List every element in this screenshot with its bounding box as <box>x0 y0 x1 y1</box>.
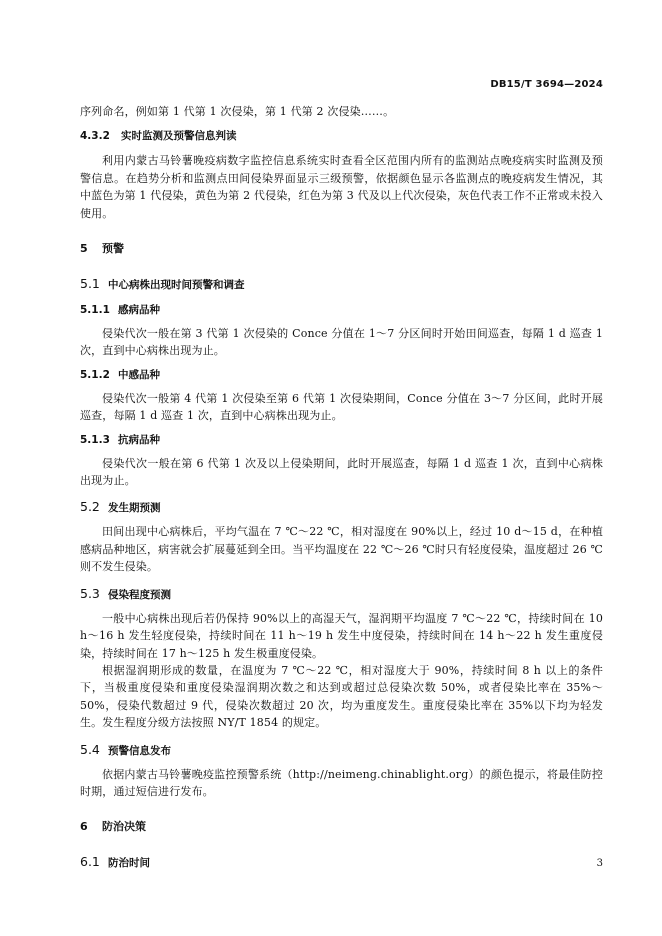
section-number: 5 <box>80 242 88 256</box>
section-6-heading <box>80 818 603 835</box>
section-title: 感病品种 <box>118 304 160 317</box>
section-6-1-heading <box>80 853 603 872</box>
section-5-2-heading <box>80 498 603 517</box>
section-number: 5.4 <box>80 741 100 757</box>
section-title: 侵染程度预测 <box>108 588 171 601</box>
section-title: 预警 <box>102 242 124 256</box>
section-number: 6 <box>80 820 88 834</box>
section-5-1-2-heading <box>80 367 603 384</box>
section-5-3-heading <box>80 585 603 604</box>
section-number: 5.1.3 <box>80 433 110 446</box>
section-5-1-2-paragraph: 侵染代次一般第 4 代第 1 次侵染至第 6 代第 1 次侵染期间，Conce 分值在 3～7 分区间，此时开展巡查，每隔 1 d 巡查 1 次，直到中心病株出现为止。 <box>80 391 603 423</box>
section-5-3-paragraph-1: 一般中心病株出现后若仍保持 90%以上的高湿天气，湿润期平均温度 7 ℃～22 ℃，持续时间在 10 h～16 h 发生轻度侵染，持续时间在 11 h～19 h 发生中度侵染，持续时间在 14 h～22 h 发生重度侵染，持续时间在 17 h～125 h 发生极重度侵染。 <box>80 611 603 660</box>
page-content <box>80 103 603 872</box>
section-4-3-2-heading <box>80 128 603 145</box>
section-title: 中心病株出现时间预警和调查 <box>108 279 245 292</box>
section-number: 5.2 <box>80 499 100 515</box>
section-number: 5.1.2 <box>80 368 110 381</box>
section-number: 5.1.1 <box>80 304 110 317</box>
section-title: 发生期预测 <box>108 502 161 515</box>
section-5-4-heading <box>80 741 603 760</box>
section-number: 5.3 <box>80 585 100 601</box>
section-title: 抗病品种 <box>118 433 160 446</box>
section-number: 4.3.2 <box>80 130 110 143</box>
section-number: 5.1 <box>80 276 100 292</box>
section-5-1-1-paragraph: 侵染代次一般在第 3 代第 1 次侵染的 Conce 分值在 1～7 分区间时开始田间巡查，每隔 1 d 巡查 1 次，直到中心病株出现为止。 <box>80 327 603 358</box>
section-5-3-paragraph-2: 根据湿润期形成的数量，在温度为 7 ℃～22 ℃，相对湿度大于 90%，持续时间 8 h 以上的条件下，当极重度侵染和重度侵染湿润期次数之和达到或超过总侵染次数 50%，或者侵染比率在 35%～50%，侵染代数超过 9 代，侵染次数超过 20 次，均为重度发生。重度侵染比率在 35%以下均为轻发生。发生程度分级方法按照 NY/T 1854 的规定。 <box>80 663 603 730</box>
section-5-heading <box>80 240 603 257</box>
section-title: 预警信息发布 <box>108 744 171 757</box>
section-title: 中感品种 <box>118 368 160 381</box>
section-title: 防治时间 <box>108 857 150 870</box>
page-number: 3 <box>596 858 603 869</box>
document-code: DB15/T 3694—2024 <box>490 79 603 90</box>
section-5-1-3-paragraph: 侵染代次一般在第 6 代第 1 次及以上侵染期间，此时开展巡查，每隔 1 d 巡查 1 次，直到中心病株出现为止。 <box>80 456 603 488</box>
section-title: 防治决策 <box>102 820 146 834</box>
section-title: 实时监测及预警信息判读 <box>121 130 237 143</box>
section-5-4-paragraph: 依据内蒙古马铃薯晚疫监控预警系统（http://neimeng.chinablight.org）的颜色提示，将最佳防控时期，通过短信进行发布。 <box>80 767 603 798</box>
intro-paragraph: 序列命名，例如第 1 代第 1 次侵染，第 1 代第 2 次侵染……。 <box>80 105 395 118</box>
section-4-3-2-paragraph: 利用内蒙古马铃薯晚疫病数字监控信息系统实时查看全区范围内所有的监测站点晚疫病实时监测及预警信息。在趋势分析和监测点田间侵染界面显示三级预警，依据颜色显示各监测点的晚疫病发生情况，其中蓝色为第 1 代侵染，黄色为第 2 代侵染，红色为第 3 代及以上代次侵染，灰色代表工作不正常或未投入使用。 <box>80 154 603 220</box>
section-5-1-1-heading <box>80 302 603 319</box>
section-5-2-paragraph: 田间出现中心病株后，平均气温在 7 ℃～22 ℃，相对湿度在 90%以上，经过 10 d～15 d，在种植感病品种地区，病害就会扩展蔓延到全田。当平均温度在 22 ℃～26 ℃时只有轻度侵染，温度超过 26 ℃则不发生侵染。 <box>80 525 603 574</box>
section-number: 6.1 <box>80 854 100 870</box>
section-5-1-3-heading <box>80 432 603 449</box>
section-5-1-heading <box>80 275 603 294</box>
